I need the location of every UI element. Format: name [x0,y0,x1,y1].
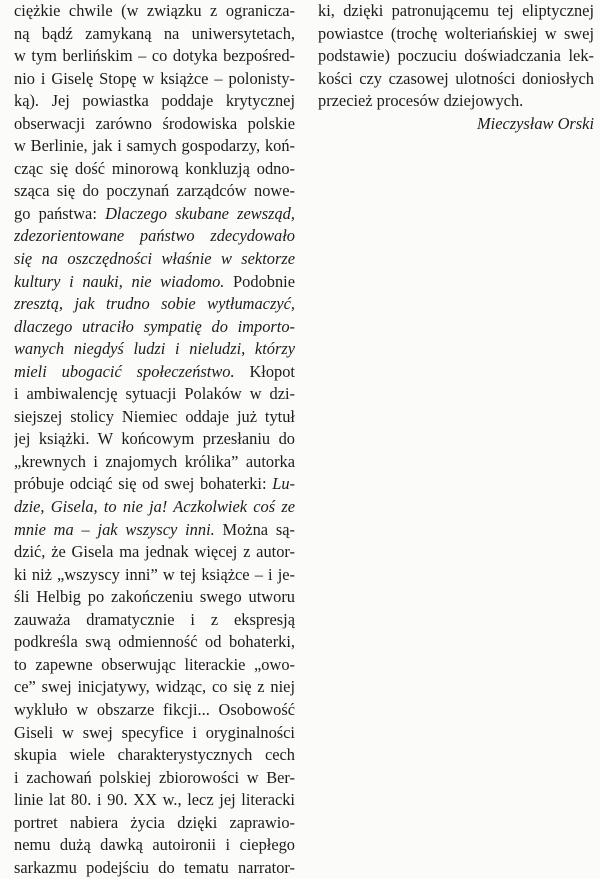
italic-quote-line: zresztą, jak trudno sobie wytłumaczyć, [14,294,295,314]
italic-quote-segment: Dlaczego skubane zewsząd, [105,203,295,223]
text-line: portret nabiera życia dzięki zaprawio- [14,812,295,832]
text-line: skupia wiele charakterystycznych cech [14,745,295,765]
text-segment: Kłopot [234,361,295,381]
text-line: siejszej stolicy Niemiec oddaje już tytuł [14,406,295,426]
italic-quote-line: dlaczego utraciło sympatię do importo- [14,316,295,336]
author-signature: Mieczysław Orski [477,113,594,133]
text-line: sarkazmu podejściu do tematu narrator- [14,857,295,877]
italic-quote-segment: kultury i nauki, nie wiadomo. [14,271,225,291]
text-line: w tym berlińskim – co dotyka bezpośred- [14,46,295,66]
text-line: śli Helbig po zakończeniu swego utworu [14,587,295,607]
text-line: ce” swej inicjatywy, widząc, co się z niej [14,677,295,697]
left-column [14,0,295,879]
text-line [14,473,295,496]
text-line: przecież procesów dziejowych. [318,91,524,111]
text-line: cząc się dość minorową konkluzją odno- [14,158,295,178]
text-segment: Można są- [214,519,295,539]
text-line [14,203,295,226]
text-line: podkreśla swą odmienność od bohaterki, [14,632,295,652]
italic-quote-segment: mieli ubogacić społeczeństwo. [14,361,235,381]
text-line: w Berlinie, jak i samych gospodarzy, koń- [14,136,295,156]
text-line: ciężkie chwile (w związku z ogranicza- [14,1,295,20]
text-segment: próbuje odciąć się od swej bohaterki: [14,474,273,494]
text-line: powiastce (trochę wolteriańskiej w swej [318,23,594,43]
right-column [318,0,594,135]
text-line: zauważa dramatycznie i z ekspresją [14,609,295,629]
text-line: ki, dzięki patronującemu tej eliptycznej [318,1,594,20]
text-segment: Podobnie [224,271,295,291]
text-line: linie lat 80. i 90. XX w., lecz jej literacki [14,790,295,810]
text-segment: go państwa: [14,203,106,223]
text-line: wykluło w obszarze fikcji... Osobowość [14,699,295,719]
text-line: ką). Jej powiastka poddaje krytycznej [14,91,295,111]
text-line: ki niż „wszyscy inni” w tej książce – i je- [14,564,295,584]
text-line [14,361,295,384]
italic-quote-line: zdezorientowane państwo zdecydowało [14,226,295,246]
italic-quote-line: dzie, Gisela, to nie ja! Aczkolwiek coś ze [14,497,295,517]
text-line: nio i Giselę Stopę w książce – polonisty- [14,68,295,88]
italic-quote-line: się na oszczędności właśnie w sektorze [14,249,295,269]
text-line: podstawie) poczuciu doświadczania lek- [318,46,594,66]
text-line [14,271,295,294]
text-line: sząca się do poczynań zarządców nowe- [14,181,295,201]
text-line: nemu dużą dawką autoironii i ciepłego [14,835,295,855]
text-line: kości czy czasowej ulotności doniosłych [318,68,594,88]
text-line: jej książki. W końcowym przesłaniu do [14,429,295,449]
text-line: obserwacji zarówno środowiska polskie [14,113,295,133]
text-line: i zachowań polskiej zbiorowości w Ber- [14,767,295,787]
text-line [14,519,295,542]
italic-quote-line: wanych niegdyś ludzi i nieludzi, którzy [14,339,295,359]
text-line: dzić, że Gisela ma jednak więcej z autor- [14,542,295,562]
italic-quote-segment: Lu- [272,474,295,494]
text-line: ną bądź zamykaną na uniwersytetach, [14,23,295,43]
italic-quote-segment: mnie ma – jak wszyscy inni. [14,519,215,539]
text-line: „krewnych i znajomych królika” autorka [14,451,295,471]
text-line: to zapewne obserwując literackie „owo- [14,654,295,674]
text-line: i ambiwalencję sytuacji Polaków w dzi- [14,384,295,404]
text-line: Giseli w swej specyfice i oryginalności [14,722,295,742]
